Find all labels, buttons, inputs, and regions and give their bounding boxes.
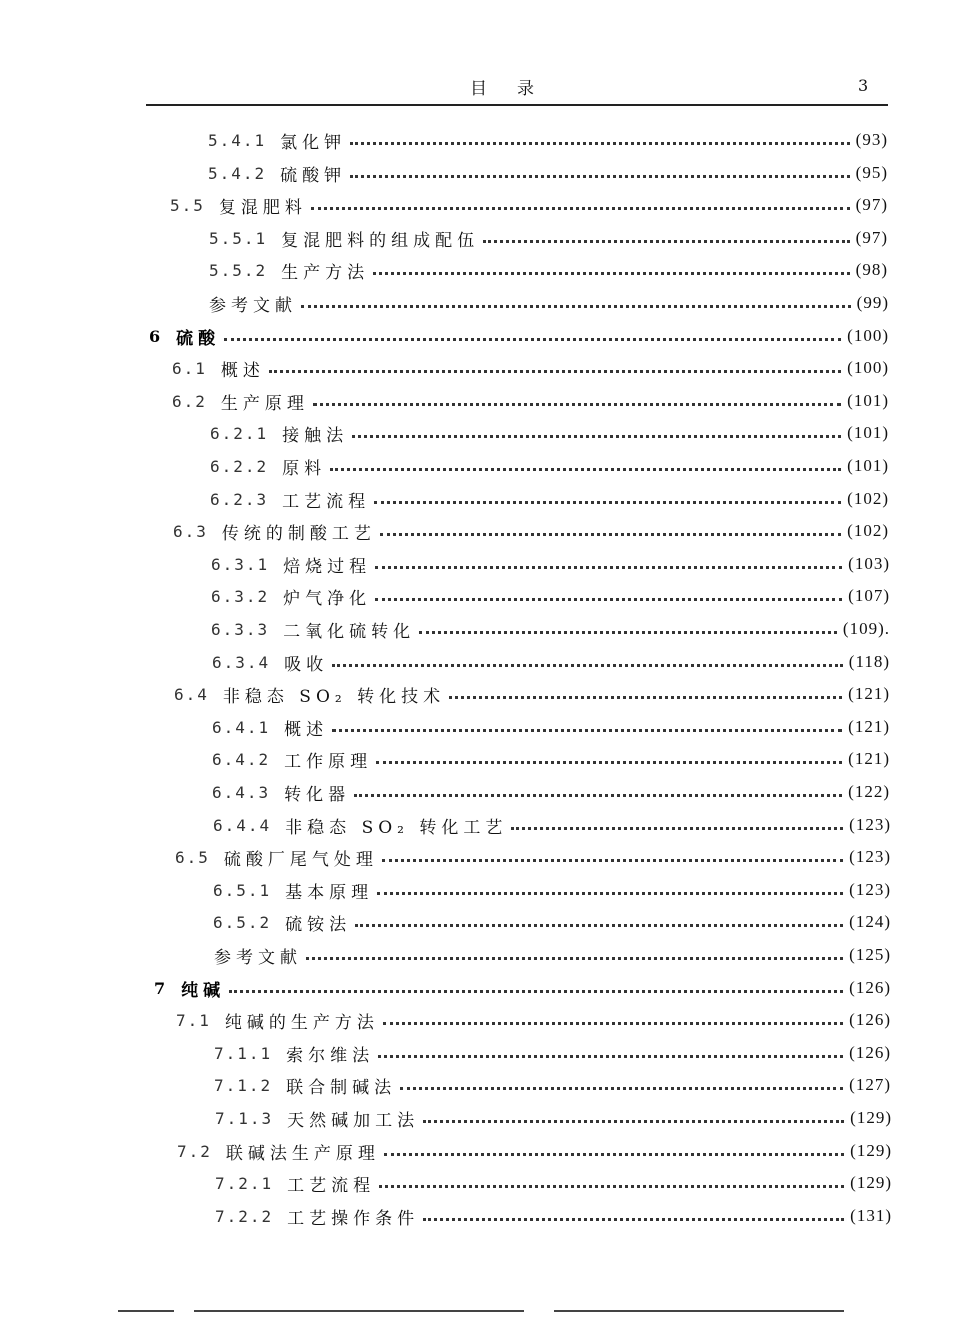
toc-entry-number: 6.3.1 — [211, 554, 270, 574]
toc-chapter-entry[interactable] — [154, 972, 891, 1004]
toc-entry-page: (122) — [848, 782, 890, 801]
toc-entry-number: 7.1 — [176, 1010, 211, 1030]
toc-entry-title: 硫酸钾 — [280, 165, 347, 186]
toc-leader-dots — [378, 1053, 843, 1058]
toc-entry-number: 6.5.1 — [213, 880, 272, 900]
toc-entry-number: 7.2.1 — [215, 1173, 274, 1193]
toc-entry-title: 传统的制酸工艺 — [221, 523, 376, 544]
toc-leader-dots — [355, 922, 843, 927]
toc-entry-number: 5.5.1 — [209, 228, 268, 248]
toc-leader-dots — [330, 466, 841, 471]
toc-entry-title: 基本原理 — [285, 882, 374, 903]
toc-entry-page: (126) — [849, 1043, 891, 1062]
toc-entry-title: 硫酸 — [176, 328, 221, 349]
toc-entry-number: 6 — [149, 326, 163, 346]
toc-subsection-entry[interactable] — [210, 483, 889, 515]
toc-entry-page: (124) — [849, 912, 891, 931]
toc-entry-page: (100) — [847, 358, 889, 377]
toc-entry-number: 7.2 — [177, 1141, 212, 1161]
toc-leader-dots — [376, 759, 842, 764]
toc-subsection-entry[interactable] — [208, 124, 888, 156]
toc-entry-title: 概述 — [284, 719, 329, 740]
toc-entry-title: 接触法 — [282, 425, 349, 446]
toc-entry-title: 概述 — [220, 360, 265, 381]
toc-leader-dots — [332, 662, 843, 667]
toc-subsection-entry[interactable] — [214, 1037, 891, 1069]
toc-entry-number: 6.3 — [173, 521, 208, 541]
toc-leader-dots — [400, 1085, 843, 1090]
toc-leader-dots — [382, 857, 843, 862]
toc-entry-page: (93) — [855, 130, 888, 149]
toc-entry-page: (107) — [848, 586, 890, 605]
toc-entry-number: 5.4.2 — [208, 163, 267, 183]
toc-entry-page: (101) — [847, 391, 889, 410]
toc-leader-dots — [379, 1183, 844, 1188]
toc-subsection-entry[interactable] — [208, 157, 888, 189]
toc-subsection-entry[interactable] — [215, 1102, 892, 1134]
toc-entry-title: 工艺流程 — [282, 491, 371, 512]
toc-entry-number: 6.4.3 — [212, 782, 271, 802]
toc-entry-number: 6.5.2 — [213, 912, 272, 932]
toc-entry-number: 7.1.3 — [215, 1108, 274, 1128]
toc-entry-page: (126) — [849, 978, 891, 997]
toc-entry-number: 6.2 — [172, 391, 207, 411]
toc-entry-page: (121) — [848, 717, 890, 736]
toc-section-entry[interactable] — [172, 385, 889, 417]
toc-entry-page: (97) — [855, 228, 888, 247]
toc-leader-dots — [374, 499, 841, 504]
toc-entry-number: 6.3.3 — [211, 619, 270, 639]
toc-entry-page: (129) — [850, 1173, 892, 1192]
toc-entry-page: (123) — [849, 815, 891, 834]
toc-leader-dots — [375, 564, 842, 569]
toc-leader-dots — [306, 955, 843, 960]
toc-entry-title: 非稳态 SO₂ 转化技术 — [222, 686, 446, 707]
toc-entry-title: 焙烧过程 — [283, 556, 372, 577]
toc-section-entry[interactable] — [174, 678, 890, 710]
toc-subsection-entry[interactable] — [212, 711, 890, 743]
toc-subsection-entry[interactable] — [210, 417, 889, 449]
toc-entry-title: 生产方法 — [281, 262, 370, 283]
toc-entry-page: (123) — [849, 847, 891, 866]
toc-subsection-entry[interactable] — [209, 287, 889, 319]
toc-subsection-entry[interactable] — [213, 906, 891, 938]
toc-entry-title: 纯碱的生产方法 — [224, 1012, 379, 1033]
toc-entry-title: 参考文献 — [209, 295, 297, 316]
toc-leader-dots — [311, 205, 850, 210]
toc-subsection-entry[interactable] — [211, 548, 890, 580]
toc-leader-dots — [352, 433, 841, 438]
toc-entry-number: 7.2.2 — [215, 1206, 274, 1226]
toc-leader-dots — [423, 1216, 844, 1221]
toc-leader-dots — [350, 140, 850, 145]
toc-entry-title: 生产原理 — [220, 393, 309, 414]
toc-entry-title: 复混肥料的组成配伍 — [281, 230, 480, 251]
toc-leader-dots — [483, 238, 850, 243]
toc-entry-page: (97) — [855, 195, 888, 214]
toc-entry-number: 6.3.2 — [211, 586, 270, 606]
toc-leader-dots — [269, 368, 841, 373]
toc-leader-dots — [449, 694, 842, 699]
toc-entry-number: 6.4.4 — [213, 815, 272, 835]
toc-entry-number: 6.4.2 — [212, 749, 271, 769]
toc-entry-number: 5.4.1 — [208, 130, 267, 150]
toc-entry-title: 二氧化硫转化 — [283, 621, 416, 642]
toc-entry-title: 炉气净化 — [283, 588, 372, 609]
toc-entry-number: 6.2.2 — [210, 456, 269, 476]
toc-entry-title: 工艺操作条件 — [287, 1208, 420, 1229]
toc-leader-dots — [383, 1020, 843, 1025]
toc-leader-dots — [380, 531, 841, 536]
toc-entry-number: 7.1.2 — [214, 1075, 273, 1095]
toc-entry-number: 6.1 — [172, 358, 207, 378]
toc-subsection-entry[interactable] — [210, 450, 889, 482]
toc-entry-title: 天然碱加工法 — [287, 1110, 420, 1131]
toc-entry-number: 6.4 — [174, 684, 209, 704]
toc-entry-title: 原料 — [282, 458, 327, 479]
toc-entry-title: 工艺流程 — [287, 1175, 376, 1196]
toc-entry-number: 6.5 — [175, 847, 210, 867]
toc-leader-dots — [373, 270, 850, 275]
toc-leader-dots — [419, 629, 837, 634]
toc-entry-number: 6.3.4 — [212, 652, 271, 672]
toc-entry-page: (95) — [855, 163, 888, 182]
toc-entry-page: (100) — [847, 326, 889, 345]
toc-entry-page: (129) — [850, 1141, 892, 1160]
toc-entry-page: (126) — [849, 1010, 891, 1029]
toc-subsection-entry[interactable] — [212, 776, 890, 808]
toc-leader-dots — [313, 401, 841, 406]
toc-entry-page: (101) — [847, 423, 889, 442]
toc-section-entry[interactable] — [177, 1135, 892, 1167]
toc-subsection-entry[interactable] — [212, 743, 890, 775]
toc-subsection-entry[interactable] — [214, 1069, 891, 1101]
toc-subsection-entry[interactable] — [212, 646, 890, 678]
toc-entry-page: (121) — [848, 749, 890, 768]
toc-leader-dots — [224, 336, 841, 341]
toc-entry-title: 非稳态 SO₂ 转化工艺 — [285, 817, 508, 838]
toc-section-entry[interactable] — [170, 189, 888, 221]
toc-entry-page: (101) — [847, 456, 889, 475]
toc-subsection-entry[interactable] — [215, 1200, 892, 1232]
footer-scan-marks — [118, 1310, 878, 1314]
toc-entry-title: 参考文献 — [214, 947, 302, 968]
toc-subsection-entry[interactable] — [214, 939, 891, 971]
header-divider — [146, 104, 888, 106]
toc-entry-title: 氯化钾 — [280, 132, 347, 153]
toc-entry-page: (129) — [850, 1108, 892, 1127]
toc-leader-dots — [423, 1118, 844, 1123]
toc-entry-title: 联碱法生产原理 — [225, 1143, 380, 1164]
toc-leader-dots — [511, 825, 843, 830]
toc-section-entry[interactable] — [173, 515, 889, 547]
toc-subsection-entry[interactable] — [215, 1167, 892, 1199]
toc-subsection-entry[interactable] — [213, 809, 891, 841]
toc-entry-number: 5.5 — [170, 195, 205, 215]
toc-entry-number: 6.4.1 — [212, 717, 271, 737]
toc-leader-dots — [301, 303, 851, 308]
toc-entry-number: 7.1.1 — [214, 1043, 273, 1063]
toc-entry-title: 硫铵法 — [285, 914, 352, 935]
page-title: 目录 — [470, 79, 564, 99]
toc-entry-page: (99) — [856, 293, 889, 312]
toc-leader-dots — [332, 727, 842, 732]
toc-entry-page: (127) — [849, 1075, 891, 1094]
toc-entry-title: 纯碱 — [181, 980, 226, 1001]
toc-leader-dots — [384, 1151, 844, 1156]
toc-subsection-entry[interactable] — [209, 222, 888, 254]
toc-subsection-entry[interactable] — [213, 874, 891, 906]
toc-entry-page: (103) — [848, 554, 890, 573]
toc-entry-page: (118) — [848, 652, 890, 671]
toc-leader-dots — [377, 890, 843, 895]
toc-entry-title: 索尔维法 — [286, 1045, 375, 1066]
toc-entry-page: (102) — [847, 521, 889, 540]
toc-section-entry[interactable] — [176, 1004, 891, 1036]
toc-chapter-entry[interactable] — [149, 320, 889, 352]
toc-entry-number: 6.2.1 — [210, 423, 269, 443]
toc-entry-number: 5.5.2 — [209, 260, 268, 280]
toc-entry-page: (125) — [849, 945, 891, 964]
toc-entry-number: 7 — [154, 978, 168, 998]
toc-entry-title: 联合制碱法 — [286, 1077, 397, 1098]
toc-entry-page: (109). — [842, 619, 890, 638]
toc-entry-page: (102) — [847, 489, 889, 508]
page-number: 3 — [858, 76, 869, 95]
toc-entry-page: (123) — [849, 880, 891, 899]
toc-entry-title: 转化器 — [284, 784, 351, 805]
toc-leader-dots — [375, 596, 842, 601]
toc-subsection-entry[interactable] — [211, 613, 890, 645]
toc-entry-number: 6.2.3 — [210, 489, 269, 509]
toc-subsection-entry[interactable] — [211, 580, 890, 612]
toc-entry-title: 工作原理 — [284, 751, 373, 772]
toc-entry-page: (131) — [850, 1206, 892, 1225]
toc-entry-title: 硫酸厂尾气处理 — [223, 849, 378, 870]
toc-leader-dots — [229, 988, 843, 993]
toc-entry-title: 吸收 — [284, 654, 329, 675]
toc-entry-title: 复混肥料 — [218, 197, 307, 218]
toc-section-entry[interactable] — [172, 352, 889, 384]
toc-entry-page: (98) — [855, 260, 888, 279]
toc-leader-dots — [354, 792, 842, 797]
toc-section-entry[interactable] — [175, 841, 891, 873]
toc-leader-dots — [350, 173, 850, 178]
toc-subsection-entry[interactable] — [209, 254, 888, 286]
toc-entry-page: (121) — [848, 684, 890, 703]
